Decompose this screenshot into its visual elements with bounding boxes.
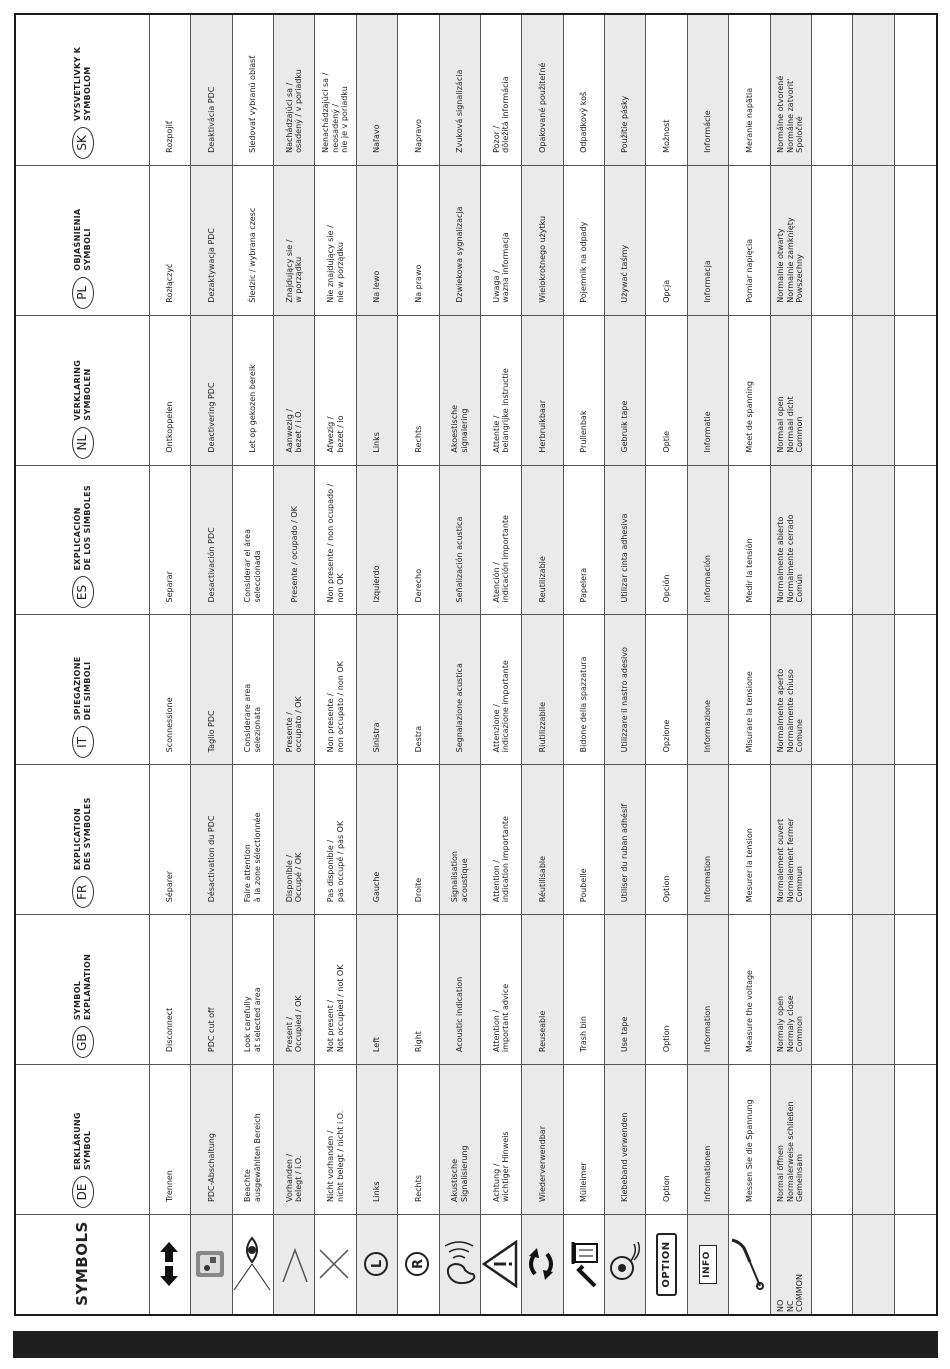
translation-cell-de: Nicht vorhanden / nicht belegt / nicht i.O.	[315, 1064, 356, 1214]
translation-cell-fr	[895, 764, 936, 914]
translation-cell-fr	[853, 764, 894, 914]
language-code-badge: FR	[72, 876, 94, 908]
translation-cell-gb: PDC cut off	[191, 914, 232, 1064]
symbol-cell	[646, 1214, 687, 1314]
translation-cell-nl: Normaal open Normaal dicht Common	[771, 315, 812, 465]
symbol-cell	[564, 1214, 605, 1314]
language-code-badge: NL	[72, 427, 94, 459]
translation-cell-pl: Na lewo	[357, 165, 398, 315]
translation-cell-sk: Použitie pásky	[605, 15, 646, 165]
translation-cell-pl: Normalnie otwarty Normalnie zamknięty Powszechny	[771, 165, 812, 315]
translation-cell-de	[895, 1064, 936, 1214]
translation-cell-sk: Nenachádzajúci sa / neosadený / nie je v poriadku	[315, 15, 356, 165]
translation-cell-it: Presente / occupato / OK	[274, 615, 315, 765]
svg-text:L: L	[369, 1260, 385, 1269]
translation-cell-es: Separar	[150, 465, 191, 615]
right-r-icon	[398, 1237, 439, 1293]
translation-cell-sk: Meranie napätia	[729, 15, 770, 165]
warning-triangle-icon	[481, 1237, 522, 1293]
translation-cell-fr: Normalement ouvert Normalement fermer Commun	[771, 764, 812, 914]
translation-cell-es	[812, 465, 853, 615]
translation-cell-pl: Dzwiekowa sygnalizacja	[440, 165, 481, 315]
translation-cell-gb: Present / Occupied / OK	[274, 914, 315, 1064]
checkmark-icon	[274, 1237, 315, 1293]
translation-cell-es: información	[688, 465, 729, 615]
translation-cell-sk: Opakované použiteľné	[522, 15, 563, 165]
translation-cell-gb: Information	[688, 914, 729, 1064]
translation-cell-de: Achtung / wichtiger Hinweis	[481, 1064, 522, 1214]
translation-cell-pl: Opcja	[646, 165, 687, 315]
symbol-cell	[440, 1214, 481, 1314]
translation-cell-gb: Reuseable	[522, 914, 563, 1064]
translation-cell-nl	[812, 315, 853, 465]
translation-cell-it: Sinistra	[357, 615, 398, 765]
translation-cell-nl: Deactivering PDC	[191, 315, 232, 465]
symbol-cell	[688, 1214, 729, 1314]
symbol-cell	[233, 1214, 274, 1314]
left-l-icon	[357, 1237, 398, 1293]
language-code-badge: GB	[72, 1026, 94, 1058]
translation-cell-fr: Droite	[398, 764, 439, 914]
translation-cell-it	[853, 615, 894, 765]
translation-cell-gb: Acoustic indication	[440, 914, 481, 1064]
tape-roll-icon	[605, 1237, 646, 1293]
translation-cell-nl: Attentie / belangrijke instructie	[481, 315, 522, 465]
translation-cell-de: PDC-Abschaltung	[191, 1064, 232, 1214]
translation-cell-de: Informationen	[688, 1064, 729, 1214]
translation-cell-it: Considerare area selezionata	[233, 615, 274, 765]
translation-cell-de	[853, 1064, 894, 1214]
pdc-device-icon	[191, 1237, 232, 1293]
translation-cell-es: Opción	[646, 465, 687, 615]
svg-text:R: R	[411, 1259, 427, 1270]
ear-sound-icon	[440, 1237, 481, 1293]
translation-cell-sk: Informácie	[688, 15, 729, 165]
translation-cell-es: Normalmente abierto Normalmente cerrado Común	[771, 465, 812, 615]
translation-cell-es: Atención / indicación importante	[481, 465, 522, 615]
translation-cell-nl: Herbruikbaar	[522, 315, 563, 465]
translation-cell-fr: Désactivation du PDC	[191, 764, 232, 914]
language-code-badge: SK	[72, 127, 94, 159]
rotated-table-wrapper	[14, 13, 938, 1316]
translation-cell-pl: Na prawo	[398, 165, 439, 315]
translation-cell-gb: Right	[398, 914, 439, 1064]
translation-cell-gb: Not present / Not occupied / not OK	[315, 914, 356, 1064]
translation-cell-sk: Normálne otvorené Normálne zatvorit' Spoločné	[771, 15, 812, 165]
translation-cell-gb: Attention / important advice	[481, 914, 522, 1064]
translation-cell-fr: Signalisation acoustique	[440, 764, 481, 914]
translation-cell-gb	[812, 914, 853, 1064]
translation-cell-es	[895, 465, 936, 615]
translation-cell-it: Attenzione / indicazione importante	[481, 615, 522, 765]
contact-codes-label: NO NC COMMON	[776, 1274, 805, 1312]
language-header-sk	[16, 15, 150, 165]
translation-cell-es: Presente / ocupado / OK	[274, 465, 315, 615]
translation-cell-it: Sconnessione	[150, 615, 191, 765]
translation-cell-gb: Measure the voltage	[729, 914, 770, 1064]
translation-cell-it: Misurare la tensione	[729, 615, 770, 765]
translation-cell-pl: Rozłączyć	[150, 165, 191, 315]
translation-cell-es: Desactivación PDC	[191, 465, 232, 615]
translation-cell-de: Beachte ausgewählten Bereich	[233, 1064, 274, 1214]
translation-cell-fr: Gauche	[357, 764, 398, 914]
translation-cell-it: Utilizzare il nastro adesivo	[605, 615, 646, 765]
symbol-cell	[274, 1214, 315, 1314]
trash-bin-icon	[564, 1237, 605, 1293]
symbol-cell	[398, 1214, 439, 1314]
symbol-cell	[150, 1214, 191, 1314]
symbol-cell	[357, 1214, 398, 1314]
translation-cell-pl: Nie znajdujący sie / nie w porządku	[315, 165, 356, 315]
language-header-title: EXPLICATION DES SYMBOLES	[73, 797, 92, 871]
translation-cell-es: Izquierdo	[357, 465, 398, 615]
language-header-title: VERKLARING SYMBOLEN	[73, 359, 92, 421]
translation-cell-it: Non presente / non occupato / non OK	[315, 615, 356, 765]
translation-cell-es: Papelera	[564, 465, 605, 615]
translation-cell-fr: Poubelle	[564, 764, 605, 914]
translation-cell-pl	[895, 165, 936, 315]
translation-cell-nl: Aanwezig / bezet / i.O.	[274, 315, 315, 465]
translation-cell-it: Destra	[398, 615, 439, 765]
translation-cell-it: Segnalazione acustica	[440, 615, 481, 765]
translation-cell-de: Option	[646, 1064, 687, 1214]
translation-cell-es: Considerar el área seleccionada	[233, 465, 274, 615]
translation-cell-fr: Mesurer la tension	[729, 764, 770, 914]
language-header-de	[16, 1064, 150, 1214]
translation-cell-sk: Nachádzajúci sa / osadený / v poriadku	[274, 15, 315, 165]
arrows-apart-icon	[150, 1237, 191, 1293]
translation-cell-de: Messen Sie die Spannung	[729, 1064, 770, 1214]
translation-cell-nl: Ontkoppelen	[150, 315, 191, 465]
translation-cell-pl	[853, 165, 894, 315]
translation-cell-sk: Možnost	[646, 15, 687, 165]
language-header-title: SYMBOL EXPLANATION	[73, 953, 92, 1021]
translation-cell-fr: Réutilisable	[522, 764, 563, 914]
translation-cell-it	[895, 615, 936, 765]
translation-cell-nl: Optie	[646, 315, 687, 465]
language-header-title: ERKLÄRUNG SYMBOL	[73, 1112, 92, 1170]
translation-cell-nl	[853, 315, 894, 465]
translation-cell-fr: Faire attention à la zone sélectionnée	[233, 764, 274, 914]
translation-cell-es: Medir la tensión	[729, 465, 770, 615]
translation-cell-gb: Left	[357, 914, 398, 1064]
translation-cell-nl: Prullenbak	[564, 315, 605, 465]
translation-cell-es: Utilizar cinta adhesiva	[605, 465, 646, 615]
translation-cell-sk: Naľavo	[357, 15, 398, 165]
translation-cell-nl	[895, 315, 936, 465]
footer-bar	[13, 1331, 938, 1358]
translation-cell-de: Klebeband verwenden	[605, 1064, 646, 1214]
info-label: INFO	[699, 1245, 717, 1284]
translation-cell-sk	[853, 15, 894, 165]
translation-cell-nl: Afwezig / bezet / io	[315, 315, 356, 465]
symbol-cell	[771, 1214, 812, 1314]
translation-cell-it: Informazione	[688, 615, 729, 765]
translation-cell-pl: Śledzic / wybrana czesc	[233, 165, 274, 315]
translation-cell-es: Derecho	[398, 465, 439, 615]
translation-cell-pl: Pomiar napięcia	[729, 165, 770, 315]
language-code-badge: PL	[72, 277, 94, 309]
symbol-cell	[191, 1214, 232, 1314]
symbol-table	[14, 13, 938, 1316]
language-header-it	[16, 615, 150, 765]
translation-cell-it	[812, 615, 853, 765]
translation-cell-nl: Let op gekozen bereik	[233, 315, 274, 465]
translation-cell-gb: Option	[646, 914, 687, 1064]
language-header-pl	[16, 165, 150, 315]
translation-cell-gb: Disconnect	[150, 914, 191, 1064]
symbols-header: SYMBOLS	[16, 1214, 150, 1314]
translation-cell-de: Wiederverwendbar	[522, 1064, 563, 1214]
translation-cell-gb: Normaly open Normaly close Common	[771, 914, 812, 1064]
translation-cell-es	[853, 465, 894, 615]
translation-cell-sk: Pozor / dôležitá informácia	[481, 15, 522, 165]
translation-cell-sk	[812, 15, 853, 165]
translation-cell-gb: Look carefully at selected area	[233, 914, 274, 1064]
translation-cell-nl: Links	[357, 315, 398, 465]
translation-cell-sk: Zvuková signalizácia	[440, 15, 481, 165]
translation-cell-sk: Rozpojiť	[150, 15, 191, 165]
translation-cell-fr: Information	[688, 764, 729, 914]
translation-cell-nl: Akoestische signalering	[440, 315, 481, 465]
translation-cell-de: Normal öffnen Normalerweise schließen Gemeinsam	[771, 1064, 812, 1214]
translation-cell-gb: Trash bin	[564, 914, 605, 1064]
language-header-gb	[16, 914, 150, 1064]
language-header-fr	[16, 764, 150, 914]
translation-cell-nl: Meet de spanning	[729, 315, 770, 465]
translation-cell-it: Opzione	[646, 615, 687, 765]
translation-cell-pl: Używać taśmy	[605, 165, 646, 315]
translation-cell-de: Akustische Signalisierung	[440, 1064, 481, 1214]
translation-cell-es: Reutilizable	[522, 465, 563, 615]
translation-cell-es: Señalización acustica	[440, 465, 481, 615]
language-code-badge: ES	[72, 577, 94, 609]
voltage-probe-icon	[729, 1237, 770, 1293]
eye-selection-icon	[233, 1237, 274, 1293]
translation-cell-de	[812, 1064, 853, 1214]
symbol-cell	[729, 1214, 770, 1314]
translation-cell-gb	[853, 914, 894, 1064]
option-label: OPTION	[656, 1233, 678, 1295]
translation-cell-fr	[812, 764, 853, 914]
reusable-arrows-icon	[522, 1237, 563, 1293]
translation-cell-sk: Napravo	[398, 15, 439, 165]
translation-cell-sk: Odpadkový koš	[564, 15, 605, 165]
translation-cell-fr: Pas disponible / pas occupé / pas OK	[315, 764, 356, 914]
language-header-title: VYSVETLIVKY K SYMBOLOM	[73, 46, 92, 121]
translation-cell-de: Trennen	[150, 1064, 191, 1214]
symbol-cell	[605, 1214, 646, 1314]
language-header-title: SPIEGAZIONE DEI SIMBOLI	[73, 656, 92, 721]
translation-cell-fr: Option	[646, 764, 687, 914]
symbol-cell	[895, 1214, 936, 1314]
translation-cell-de: Links	[357, 1064, 398, 1214]
translation-cell-it: Bidone della spazzatura	[564, 615, 605, 765]
translation-cell-gb	[895, 914, 936, 1064]
translation-cell-pl: Znajdujący sie / w porządku	[274, 165, 315, 315]
translation-cell-pl: Wielokrotnego użytku	[522, 165, 563, 315]
translation-cell-fr: Utiliser du ruban adhésif	[605, 764, 646, 914]
translation-cell-de: Mülleimer	[564, 1064, 605, 1214]
translation-cell-fr: Disponible / Occupé / OK	[274, 764, 315, 914]
language-header-title: EXPLICACIÓN DE LOS SÍMBOLES	[73, 485, 92, 571]
translation-cell-sk: Deaktivácia PDC	[191, 15, 232, 165]
translation-cell-nl: Informatie	[688, 315, 729, 465]
translation-cell-pl: Pojemnik na odpady	[564, 165, 605, 315]
translation-cell-pl: Dezaktywacja PDC	[191, 165, 232, 315]
translation-cell-gb: Use tape	[605, 914, 646, 1064]
translation-cell-nl: Gebruik tape	[605, 315, 646, 465]
translation-cell-sk: Sledovať vybranú oblasť	[233, 15, 274, 165]
symbol-cell	[853, 1214, 894, 1314]
symbol-cell	[522, 1214, 563, 1314]
translation-cell-it: Riutilizzabile	[522, 615, 563, 765]
translation-cell-fr: Attention / indication importante	[481, 764, 522, 914]
language-header-nl	[16, 315, 150, 465]
language-code-badge: IT	[72, 726, 94, 758]
language-code-badge: DE	[72, 1176, 94, 1208]
translation-cell-fr: Séparer	[150, 764, 191, 914]
symbol-cell	[315, 1214, 356, 1314]
symbol-cell	[481, 1214, 522, 1314]
translation-cell-pl: Informacja	[688, 165, 729, 315]
translation-cell-sk	[895, 15, 936, 165]
translation-cell-de: Rechts	[398, 1064, 439, 1214]
translation-cell-de: Vorhanden / belegt / i.O.	[274, 1064, 315, 1214]
translation-cell-pl	[812, 165, 853, 315]
translation-cell-nl: Rechts	[398, 315, 439, 465]
language-header-title: OBJAŚNIENIA SYMBOLI	[73, 208, 92, 271]
translation-cell-pl: Uwaga / wazna informacja	[481, 165, 522, 315]
translation-cell-it: Taglio PDC	[191, 615, 232, 765]
translation-cell-it: Normalmente aperto Normalmente chiuso Comune	[771, 615, 812, 765]
cross-icon	[315, 1237, 356, 1293]
symbol-cell	[812, 1214, 853, 1314]
language-header-es	[16, 465, 150, 615]
translation-cell-es: Non presente / non ocupado / non OK	[315, 465, 356, 615]
